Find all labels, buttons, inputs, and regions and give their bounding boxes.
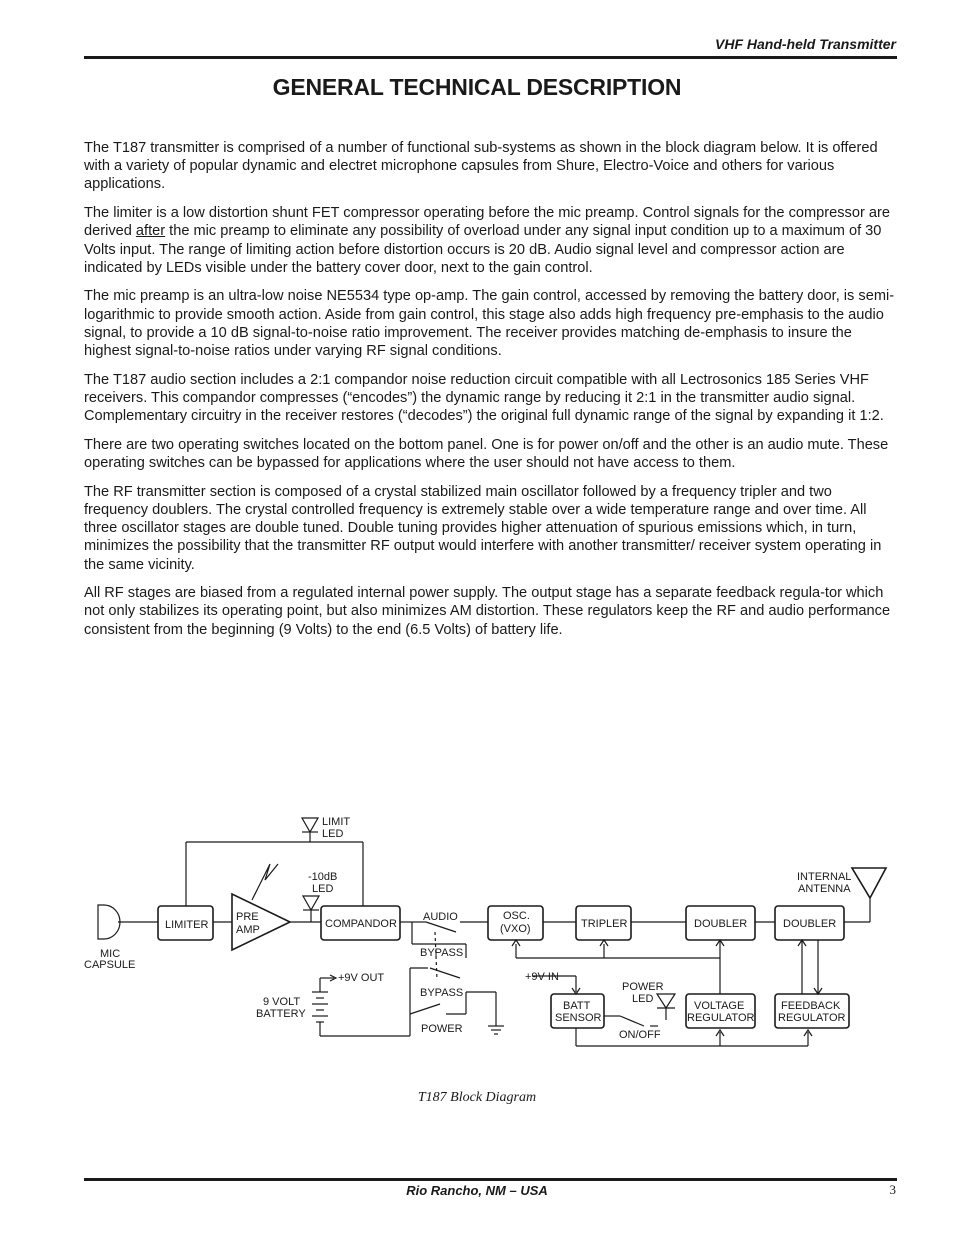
antenna-symbol (852, 868, 886, 898)
limit-led-label: LIMIT (322, 816, 351, 828)
minus10-led-label: -10dB (308, 871, 338, 883)
minus10db-led-symbol (303, 896, 319, 910)
battery-label: BATTERY (256, 1008, 306, 1020)
paragraph-text: the mic preamp to eliminate any possibility of overload under any signal input condition up to a maximum of 30 Volts input. The range of limiting action before distortion occurs is 20 dB. Audio signal level and compressor action are indicated by LEDs visible under the battery cover door, next to the gain control. (84, 223, 882, 276)
antenna-label: ANTENNA (798, 883, 851, 895)
power-led-label: POWER (622, 981, 664, 993)
paragraph: There are two operating switches located on the bottom panel. One is for power on/off and the other is an audio mute. These operating switches can be bypassed for applications where the user should not have access to them. (84, 436, 889, 472)
bypass-label: BYPASS (420, 987, 464, 999)
mic-capsule-label: CAPSULE (84, 959, 136, 971)
bypass-switch (430, 968, 460, 978)
audio-switch-label: AUDIO (423, 911, 458, 923)
antenna-label: INTERNAL (797, 871, 852, 883)
feedback-regulator-label: REGULATOR (778, 1012, 846, 1024)
paragraph: The T187 transmitter is comprised of a number of functional sub-systems as shown in the block diagram below. It is offered with a variety of popular dynamic and electret microphone capsules from Shure, Electro-Voice and others for various applications. (84, 140, 878, 193)
running-header: VHF Hand-held Transmitter (715, 36, 896, 52)
battery-label: 9 VOLT (263, 996, 301, 1008)
footer-location: Rio Rancho, NM – USA (406, 1183, 548, 1198)
header-rule (84, 56, 897, 59)
minus10-led-label: LED (312, 883, 334, 895)
power-switch-label: POWER (421, 1023, 463, 1035)
osc-label: OSC. (503, 910, 530, 922)
block-diagram (0, 800, 954, 1080)
doubler-label: DOUBLER (694, 918, 748, 930)
paragraph: All RF stages are biased from a regulated internal power supply. The output stage has a separate feedback regula-tor which not only stabilizes its operating point, but also minimizes AM distortion. These regulators keep the RF and audio performance consistent from the beginning (9 Volts) to the end (6.5 Volts) of battery life. (84, 585, 891, 638)
bypass-label: BYPASS (420, 947, 464, 959)
figure-caption: T187 Block Diagram (417, 1090, 537, 1105)
body-text (84, 139, 898, 649)
tripler-label: TRIPLER (581, 918, 628, 930)
doubler-label: DOUBLER (783, 918, 837, 930)
footer-rule (84, 1178, 897, 1181)
underlined-word: after (135, 223, 166, 240)
plus9-in-label: +9V IN (525, 971, 559, 983)
power-switch (410, 1004, 440, 1014)
paragraph-text: The limiter is a low distortion shunt FET compressor operating before the mic preamp. Control signals for the compressor are derived (84, 205, 890, 240)
mic-capsule-symbol (98, 905, 120, 939)
paragraph: The mic preamp is an ultra-low noise NE5534 type op-amp. The gain control, accessed by removing the battery door, is semi-logarithmic to provide smooth action. Aside from gain control, this stage also adds high frequency pre-emphasis to the audio signal, to provide a 10 dB signal-to-noise ratio improvement. The receiver provides matching de-emphasis to insure the highest signal-to-noise ratios under varying RF signal conditions. (84, 288, 895, 360)
batt-sensor-label: BATT (563, 1000, 591, 1012)
preamp-label: AMP (236, 924, 260, 936)
voltage-regulator-label: REGULATOR (687, 1012, 755, 1024)
paragraph: The RF transmitter section is composed of a crystal stabilized main oscillator followed by a frequency tripler and two frequency doublers. The crystal controlled frequency is extremely stable over a wide temperature range and over time. All three oscillator stages are double tuned. Double tuning provides higher attenuation of spurious emissions which, in turn, minimizes the possibility that the transmitter RF output would interfere with another transmitter/ receiver system operating in the same vicinity. (84, 483, 882, 573)
power-led-label: LED (632, 993, 654, 1005)
paragraph (84, 204, 898, 277)
limit-led-symbol (302, 818, 318, 832)
page-title: GENERAL TECHNICAL DESCRIPTION (272, 74, 682, 100)
page-number: 3 (889, 1182, 896, 1197)
onoff-label: ON/OFF (619, 1029, 661, 1041)
compandor-label: COMPANDOR (325, 918, 397, 930)
power-led-symbol (657, 994, 675, 1008)
feedback-regulator-label: FEEDBACK (781, 1000, 841, 1012)
limiter-label: LIMITER (165, 919, 209, 931)
mic-capsule-label: MIC (100, 948, 121, 960)
plus9-out-label: +9V OUT (338, 972, 385, 984)
batt-sensor-label: SENSOR (555, 1012, 602, 1024)
limit-led-label: LED (322, 828, 344, 840)
osc-label: (VXO) (500, 923, 531, 935)
paragraph: The T187 audio section includes a 2:1 compandor noise reduction circuit compatible with all Lectrosonics 185 Series VHF receivers. This compandor compresses (“encodes”) the dynamic range by reducing it 2:1 in the transmitter audio signal. Complementary circuitry in the receiver restores (“decodes”) the original full dynamic range of the signal by expanding it 1:2. (84, 371, 884, 425)
preamp-label: PRE (236, 911, 259, 923)
voltage-regulator-label: VOLTAGE (694, 1000, 745, 1012)
